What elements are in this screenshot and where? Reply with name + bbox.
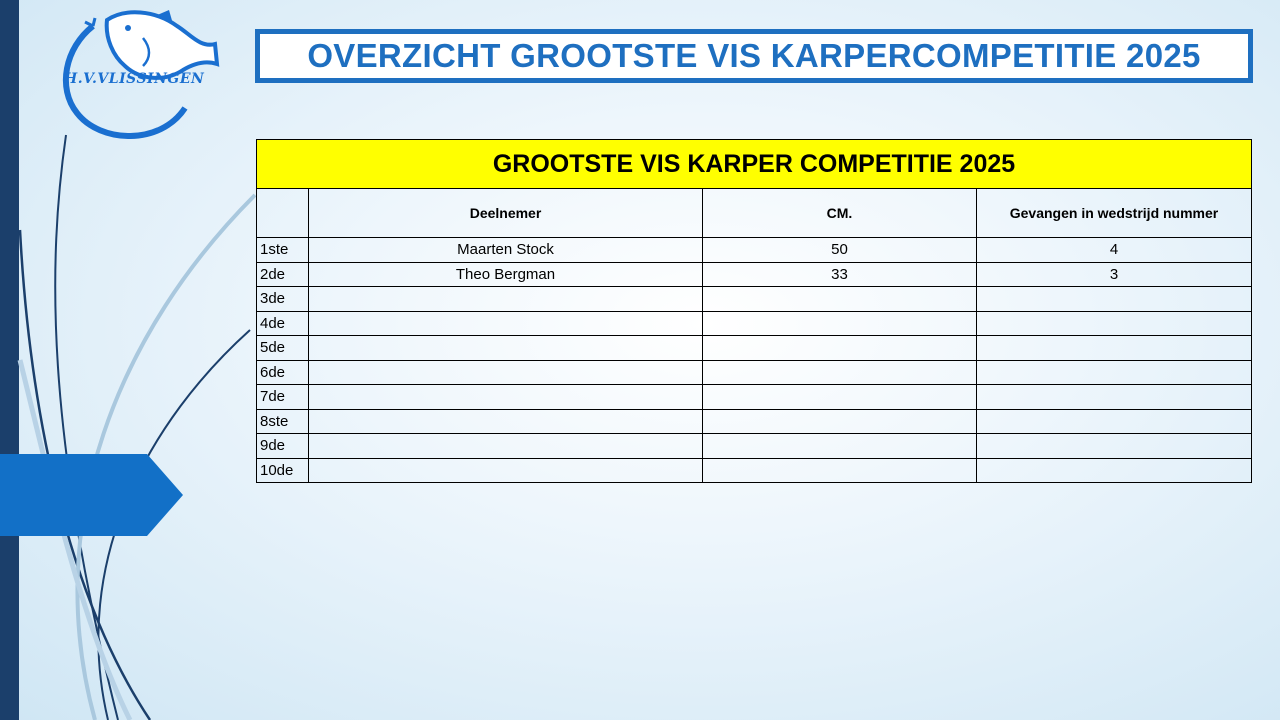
cm-cell: 50 <box>703 238 977 263</box>
cm-cell <box>703 434 977 459</box>
name-cell <box>309 409 703 434</box>
match-cell <box>977 458 1252 483</box>
table-header-row <box>257 189 1252 238</box>
match-cell: 4 <box>977 238 1252 263</box>
rank-cell: 1ste <box>257 238 309 263</box>
rank-cell: 3de <box>257 287 309 312</box>
name-cell <box>309 434 703 459</box>
rank-cell: 4de <box>257 311 309 336</box>
cm-cell <box>703 336 977 361</box>
column-header-rank <box>257 189 309 238</box>
cm-cell <box>703 458 977 483</box>
column-header-cm: CM. <box>703 189 977 238</box>
name-cell <box>309 458 703 483</box>
rank-cell: 10de <box>257 458 309 483</box>
column-header-deelnemer: Deelnemer <box>309 189 703 238</box>
results-table <box>256 139 1252 483</box>
table-row <box>257 434 1252 459</box>
table-row <box>257 238 1252 263</box>
name-cell <box>309 311 703 336</box>
table-row <box>257 287 1252 312</box>
match-cell <box>977 311 1252 336</box>
match-cell <box>977 360 1252 385</box>
table-row <box>257 360 1252 385</box>
page-title: OVERZICHT GROOTSTE VIS KARPERCOMPETITIE 2025 <box>307 37 1201 74</box>
rank-cell: 5de <box>257 336 309 361</box>
rank-cell: 7de <box>257 385 309 410</box>
match-cell <box>977 287 1252 312</box>
name-cell <box>309 385 703 410</box>
rank-cell: 6de <box>257 360 309 385</box>
page-title-box <box>255 29 1253 83</box>
name-cell: Maarten Stock <box>309 238 703 263</box>
table-row <box>257 409 1252 434</box>
match-cell <box>977 385 1252 410</box>
cm-cell: 33 <box>703 262 977 287</box>
arrow-tab <box>0 454 183 536</box>
match-cell <box>977 434 1252 459</box>
rank-cell: 2de <box>257 262 309 287</box>
name-cell <box>309 360 703 385</box>
match-cell <box>977 336 1252 361</box>
cm-cell <box>703 360 977 385</box>
match-cell <box>977 409 1252 434</box>
name-cell <box>309 336 703 361</box>
cm-cell <box>703 287 977 312</box>
table-row <box>257 311 1252 336</box>
table-row <box>257 262 1252 287</box>
column-header-match: Gevangen in wedstrijd nummer <box>977 189 1252 238</box>
cm-cell <box>703 409 977 434</box>
table-row <box>257 458 1252 483</box>
name-cell <box>309 287 703 312</box>
logo-text: H.V.VLISSINGEN <box>64 71 205 87</box>
name-cell: Theo Bergman <box>309 262 703 287</box>
cm-cell <box>703 385 977 410</box>
table-row <box>257 385 1252 410</box>
table-caption-row <box>257 140 1252 189</box>
cm-cell <box>703 311 977 336</box>
match-cell: 3 <box>977 262 1252 287</box>
table-caption: GROOTSTE VIS KARPER COMPETITIE 2025 <box>257 140 1252 189</box>
rank-cell: 8ste <box>257 409 309 434</box>
table-row <box>257 336 1252 361</box>
rank-cell: 9de <box>257 434 309 459</box>
